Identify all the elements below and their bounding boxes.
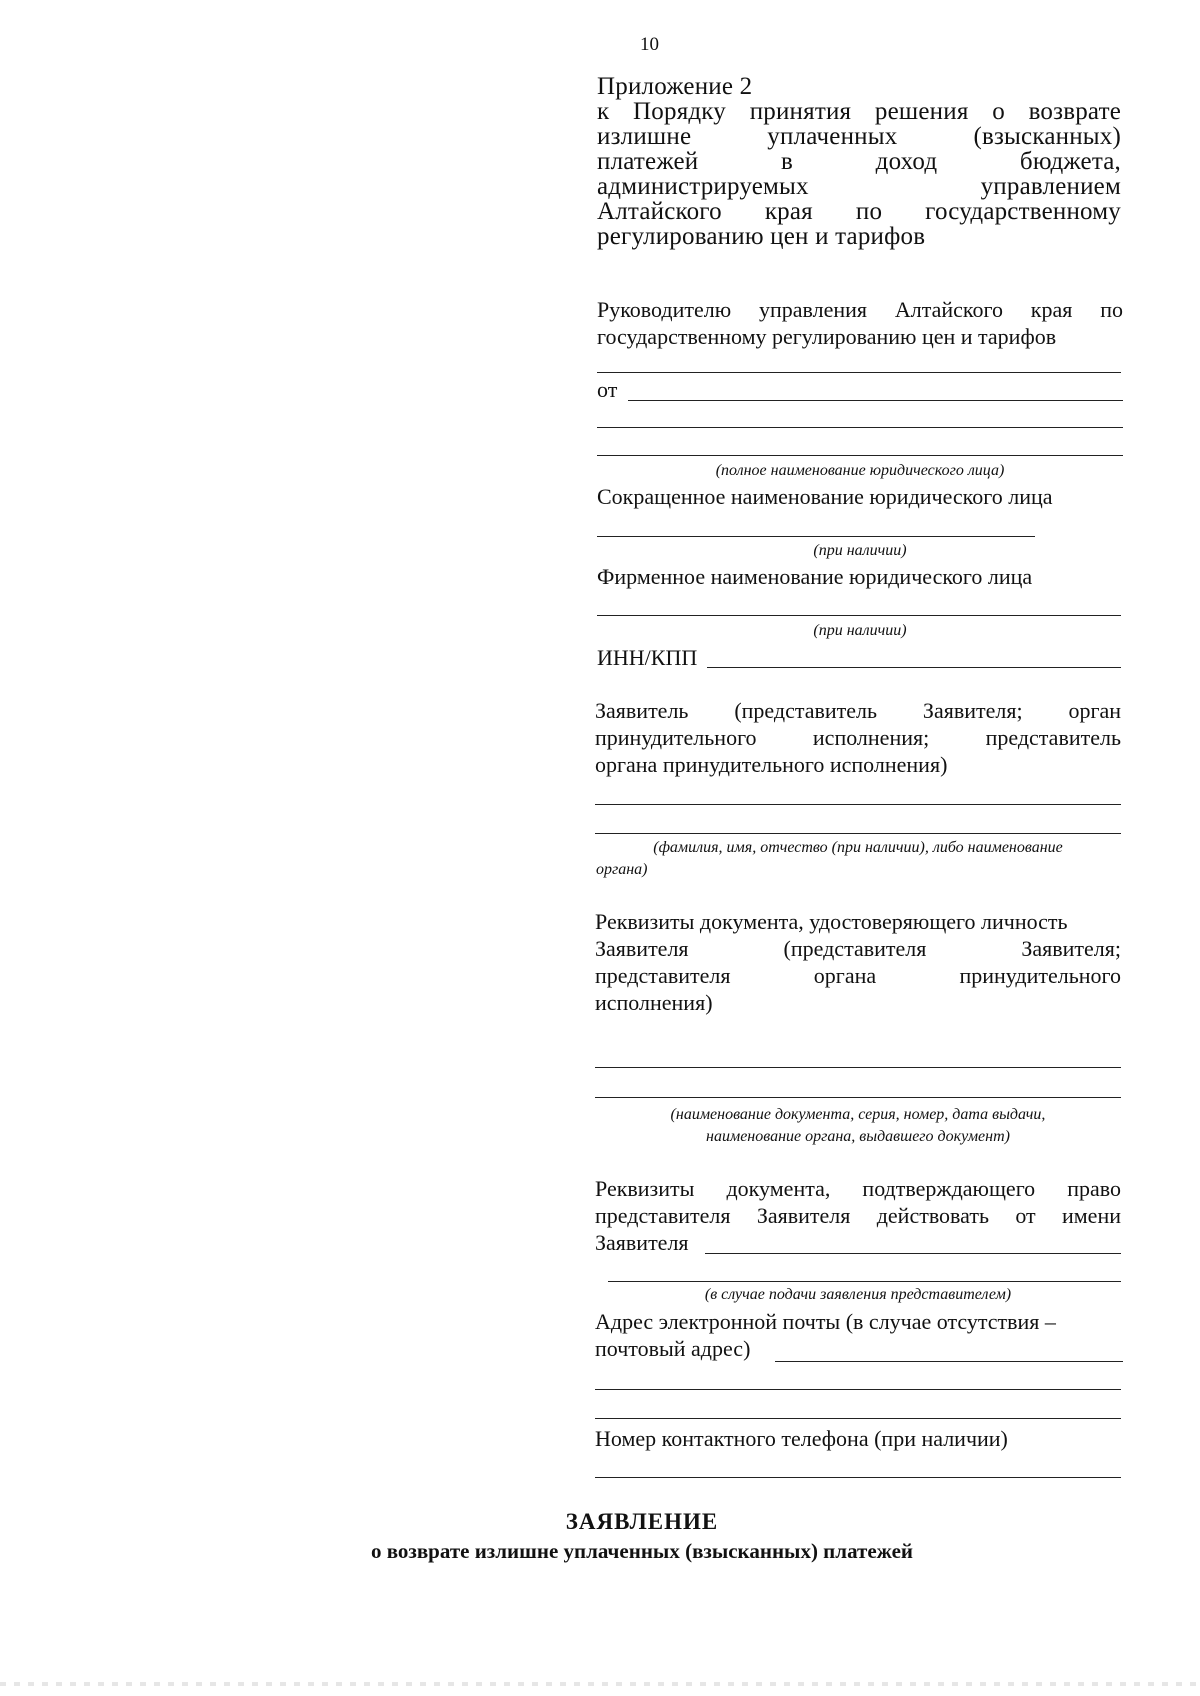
applicant-line: Заявитель (представитель Заявителя; орган	[595, 698, 1121, 723]
caption-line: (наименование документа, серия, номер, дата выдачи,	[670, 1106, 1046, 1123]
email-line: почтовый адрес)	[595, 1336, 751, 1361]
identity-doc-field[interactable]	[595, 1097, 1121, 1098]
caption-line: (фамилия, имя, отчество (при наличии), либо наименование	[653, 839, 1063, 856]
appendix-line: к Порядку принятия решения о возврате	[597, 98, 1121, 125]
phone-field[interactable]	[595, 1477, 1121, 1478]
identity-doc-field[interactable]	[595, 1067, 1121, 1068]
identity-doc-line: Реквизиты документа, удостоверяющего личность	[595, 909, 1068, 934]
authority-doc-block	[595, 1175, 1121, 1256]
applicant-field[interactable]	[595, 833, 1121, 834]
authority-doc-field[interactable]	[705, 1253, 1121, 1254]
applicant-line: принудительного исполнения; представитель	[595, 725, 1121, 750]
email-line: Адрес электронной почты (в случае отсутствия –	[595, 1309, 1056, 1334]
addressee-line: государственному регулированию цен и тарифов	[597, 324, 1057, 349]
authority-doc-line: Реквизиты документа, подтверждающего право	[595, 1176, 1121, 1201]
phone-label: Номер контактного телефона (при наличии)	[595, 1426, 1008, 1451]
identity-doc-line: Заявителя (представителя Заявителя;	[595, 936, 1121, 961]
appendix-line: платежей в доход бюджета,	[597, 148, 1121, 175]
scan-artifact	[0, 1682, 1200, 1686]
appendix-title: Приложение 2	[597, 73, 753, 100]
caption-full-name: (полное наименование юридического лица)	[715, 462, 1005, 479]
statement-subtitle: о возврате излишне уплаченных (взысканных) платежей	[370, 1539, 914, 1563]
email-block	[595, 1308, 1121, 1362]
caption-if-any: (при наличии)	[813, 542, 907, 559]
blank-line[interactable]	[597, 455, 1123, 456]
caption-if-any: (при наличии)	[813, 622, 907, 639]
email-field[interactable]	[595, 1418, 1121, 1419]
identity-doc-block	[595, 908, 1121, 1016]
short-name-field[interactable]	[597, 536, 1035, 537]
blank-line[interactable]	[597, 427, 1123, 428]
email-field[interactable]	[595, 1389, 1121, 1390]
identity-doc-line: исполнения)	[595, 990, 713, 1015]
inn-label: ИНН/КПП	[597, 645, 698, 670]
authority-doc-field[interactable]	[608, 1281, 1121, 1282]
appendix-header	[597, 74, 1121, 249]
addressee	[597, 296, 1123, 350]
authority-doc-line: Заявителя	[595, 1230, 689, 1255]
applicant-block	[595, 697, 1121, 778]
brand-name-label: Фирменное наименование юридического лица	[597, 564, 1033, 589]
applicant-line: органа принудительного исполнения)	[595, 752, 948, 777]
email-field[interactable]	[775, 1361, 1123, 1362]
from-field[interactable]	[628, 400, 1123, 401]
inn-field[interactable]	[707, 667, 1121, 668]
appendix-line: Алтайского края по государственному	[597, 198, 1121, 225]
appendix-line: регулированию цен и тарифов	[597, 223, 926, 250]
caption-doc	[595, 1104, 1121, 1148]
identity-doc-line: представителя органа принудительного	[595, 963, 1121, 988]
caption-representative: (в случае подачи заявления представителем)	[704, 1286, 1012, 1303]
blank-line[interactable]	[597, 372, 1121, 373]
appendix-line: излишне уплаченных (взысканных)	[597, 123, 1121, 150]
applicant-field[interactable]	[595, 804, 1121, 805]
addressee-line: Руководителю управления Алтайского края по	[597, 297, 1123, 322]
caption-line: органа)	[596, 861, 648, 878]
brand-name-field[interactable]	[597, 615, 1121, 616]
appendix-line: администрируемых управлением	[597, 173, 1121, 200]
authority-doc-line: представителя Заявителя действовать от имени	[595, 1203, 1121, 1228]
caption-fio	[592, 837, 1124, 881]
caption-line: наименование органа, выдавшего документ)	[706, 1128, 1010, 1145]
page-number: 10	[640, 34, 659, 55]
from-label: от	[597, 377, 618, 402]
statement-title: ЗАЯВЛЕНИЕ	[565, 1509, 719, 1534]
short-name-label: Сокращенное наименование юридического лица	[597, 484, 1053, 509]
